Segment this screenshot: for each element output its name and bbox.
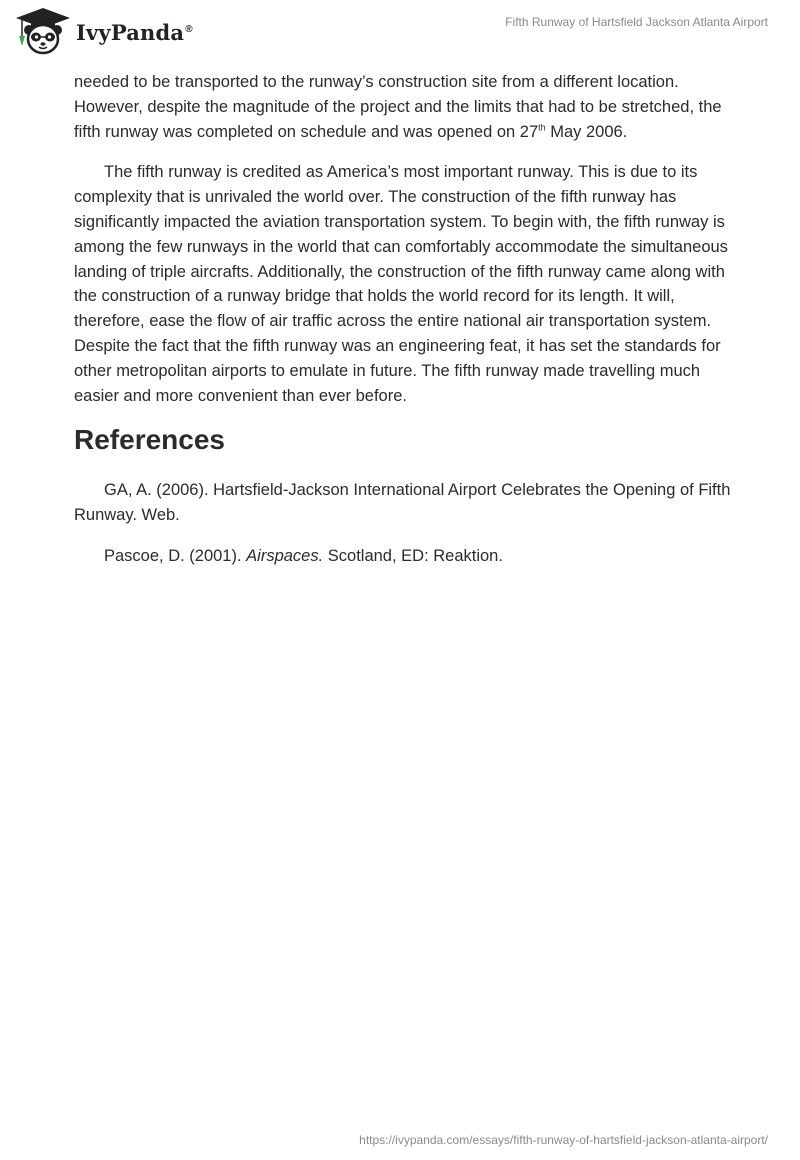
running-title: Fifth Runway of Hartsfield Jackson Atlanta Airport bbox=[505, 15, 768, 29]
reference-entry: GA, A. (2006). Hartsfield-Jackson International Airport Celebrates the Opening of Fifth Runway. Web. bbox=[74, 481, 731, 525]
panda-graduate-icon bbox=[14, 6, 72, 56]
paragraph-continued: needed to be transported to the runway’s construction site from a different location. However, despite the magnitude of the project and the limits that had to be stretched, the fifth runway was completed on schedule and was opened on 27th May 2006. bbox=[74, 73, 722, 141]
essay-content bbox=[74, 70, 734, 585]
reference-title: Airspaces. bbox=[246, 546, 324, 565]
references-heading: References bbox=[74, 424, 225, 456]
ivypanda-logo[interactable] bbox=[14, 6, 193, 56]
registered-mark: ® bbox=[185, 23, 193, 35]
source-url[interactable]: https://ivypanda.com/essays/fifth-runway-of-hartsfield-jackson-atlanta-airport/ bbox=[359, 1133, 768, 1147]
logo-wordmark: IvyPanda® bbox=[76, 19, 193, 45]
paragraph-conclusion: The fifth runway is credited as America’s most important runway. This is due to its complexity that is unrivaled the world over. The construction of the fifth runway has significantly impacted the aviation transportation system. To begin with, the fifth runway is among the few runways in the world that can comfortably accommodate the simultaneous landing of triple aircrafts. Additionally, the construction of the fifth runway came along with the construction of a runway bridge that holds the world record for its length. It will, therefore, ease the flow of air traffic across the entire national air transportation system. Despite the fact that the fifth runway was an engineering feat, it has set the standards for other metropolitan airports to emulate in future. The fifth runway made travelling much easier and more convenient than ever before. bbox=[74, 163, 728, 405]
reference-entry: Pascoe, D. (2001). Airspaces. Scotland, ED: Reaktion. bbox=[104, 546, 503, 565]
page-header bbox=[0, 0, 800, 66]
ordinal-suffix: th bbox=[538, 122, 546, 133]
